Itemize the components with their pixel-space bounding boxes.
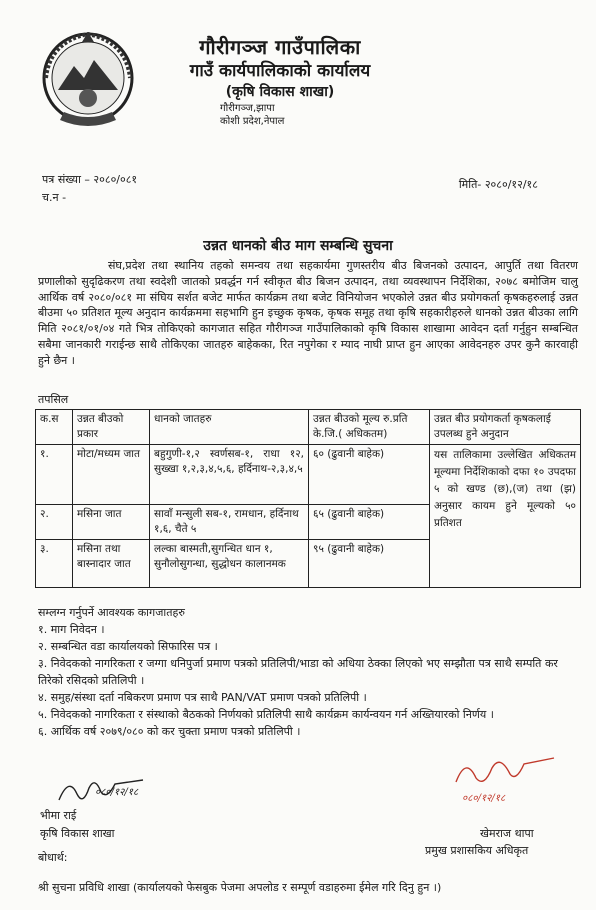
right-signatory-name: खेमराज थापा bbox=[480, 827, 534, 840]
documents-heading: सम्लग्न गर्नुपर्ने आवश्यक कागजातहरु bbox=[38, 606, 185, 619]
table-row bbox=[36, 445, 581, 505]
left-signature-date: ०८०/१२/१८ bbox=[95, 787, 139, 798]
left-signatory-office: कृषि विकास शाखा bbox=[40, 827, 115, 840]
document-item: ३. निवेदकको नागरिकता र जग्गा धनिपुर्जा प्रमाण पत्रको प्रतिलिपी/भाडा को अधिया ठेक्का लिएको भए सम्झौता पत्र साथै सम्पति कर तिरेको रसिदको प्रतिलिपी । bbox=[38, 657, 558, 687]
table-header-row bbox=[36, 410, 581, 445]
row-type: मोटा/मध्यम जात bbox=[73, 445, 150, 505]
row-price: ६० (ढुवानी बाहेक) bbox=[309, 445, 430, 505]
handwritten-signature-right bbox=[450, 748, 560, 793]
row-sn: १. bbox=[36, 445, 73, 505]
row-sn: २. bbox=[36, 505, 73, 540]
notice-body: संघ,प्रदेश तथा स्थानिय तहको समन्वय तथा सहकार्यमा गुणस्तरीय बीउ बिजनको उत्पादन, आपुर्ति तथा वितरण प्रणालीको सुदृढिकरण तथा स्वदेशी जातको प्रवर्द्धन गर्न स्वीकृत बीउ बिजन उत्पादन, तथा व्यवस्थापन निर्देशिका, २०७८ बमोजिम चालु आर्थिक वर्ष २०८०/०८१ मा संघिय सर्शत बजेट मार्फत कार्यक्रम तथा बजेट विनियोजन भएकोले उन्नत बीउ प्रयोगकर्ता कृषकहरुलाई उन्नत बीउमा ५० प्रतिशत मूल्य अनुदान कार्यक्रममा सहभागि हुन इच्छुक कृषक, कृषक समूह तथा कृषि सहकारीहरुले धानको उन्नत बीउका लागि मिति २०८१/०१/०४ गते भित्र तोकिएको कागजात सहित गौरीगञ्ज गाउँपालिकाको कृषि विकास शाखामा आवेदन दर्ता गर्नुहुन सम्बन्धित सबैमा जानकारी गराईन्छ साथै तोकिएका जातहरु बाहेकका, रित नपुगेका र म्याद नाघी प्राप्त हुन आएका आवेदनहरु उपर कुनै कारवाही हुने छैन । bbox=[38, 259, 578, 367]
header-cell: क.स bbox=[36, 410, 73, 445]
cc-text: श्री सुचना प्रविधि शाखा (कार्यालयको फेसबुक पेजमा अपलोड र सम्पूर्ण वडाहरुमा ईमेल गरि दिनु हुन ।) bbox=[38, 881, 442, 894]
schedule-label: तपसिल bbox=[38, 393, 69, 406]
notice-title: उन्नत धानको बीउ माग सम्बन्धि सुचना bbox=[203, 238, 393, 254]
right-signatory-title: प्रमुख प्रशासकिय अधिकृत bbox=[425, 844, 529, 857]
row-varieties: सावाँ मन्सुली सब-१, रामधान, हर्दिनाथ १,६, चैते ५ bbox=[150, 505, 309, 540]
header-cell: उन्नत बीउ प्रयोगकर्ता कृषकलाई उपलब्ध हुने अनुदान bbox=[430, 410, 581, 445]
row-type: मसिना तथा बास्नादार जात bbox=[73, 540, 150, 588]
variety-table bbox=[35, 409, 581, 588]
office-name: गाउँ कार्यपालिकाको कार्यालय bbox=[189, 61, 371, 81]
cc-label: बोधार्थ: bbox=[38, 851, 68, 864]
left-signatory-name: भीमा राई bbox=[40, 809, 77, 822]
row-sn: ३. bbox=[36, 540, 73, 588]
header-cell: उन्नत बीउको प्रकार bbox=[73, 410, 150, 445]
nepal-government-emblem-icon bbox=[38, 28, 138, 136]
document-item: ५. निवेदकको नागरिकता र संस्थाको बैठकको निर्णयको प्रतिलिपी साथै कार्यक्रम कार्यन्वयन गर्न अख्तियारको निर्णय । bbox=[38, 708, 494, 721]
reference-number: पत्र संख्या – २०८०/०८१ bbox=[42, 173, 138, 186]
row-price: ९५ (ढुवानी बाहेक) bbox=[309, 540, 430, 588]
municipality-name: गौरीगञ्ज गाउँपालिका bbox=[199, 35, 361, 59]
office-header bbox=[150, 34, 410, 128]
row-varieties: लल्का बास्मती,सुगन्धित धान १, सुनौलोसुगन्धा, सुद्धोधन कालानमक bbox=[150, 540, 309, 588]
document-item: २. सम्बन्धित वडा कार्यालयको सिफारिस पत्र । bbox=[38, 640, 218, 653]
office-address: गौरीगञ्ज,झापा bbox=[220, 103, 275, 114]
document-item: ६. आर्थिक वर्ष २०७९/०८० को कर चुक्ता प्रमाण पत्रको प्रतिलिपी । bbox=[38, 725, 301, 738]
right-signature-date: ०८०/१२/१८ bbox=[462, 793, 506, 804]
row-type: मसिना जात bbox=[73, 505, 150, 540]
dispatch-number: च.न - bbox=[42, 191, 67, 204]
header-cell: धानको जातहरु bbox=[150, 410, 309, 445]
office-province: कोशी प्रदेश,नेपाल bbox=[220, 116, 285, 127]
row-price: ६५ (ढुवानी बाहेक) bbox=[309, 505, 430, 540]
document-item: ४. समुह/संस्था दर्ता नबिकरण प्रमाण पत्र साथै PAN/VAT प्रमाण पत्रको प्रतिलिपी । bbox=[38, 691, 367, 704]
letter-date: मिति- २०८०/१२/१८ bbox=[458, 178, 538, 191]
header-cell: उन्नत बीउको मूल्य रु.प्रति के.जि.( अधिकतम) bbox=[309, 410, 430, 445]
required-documents bbox=[38, 604, 578, 740]
section-name: (कृषि विकास शाखा) bbox=[225, 84, 335, 100]
row-varieties: बहुगुणी-१,२ स्वर्णसब-१, राधा १२, सुख्खा १,२,३,४,५,६, हर्दिनाथ-२,३,४,५ bbox=[150, 445, 309, 505]
document-item: १. माग निवेदन । bbox=[38, 623, 105, 636]
subsidy-cell: यस तालिकामा उल्लेखित अधिकतम मूल्यमा निर्देशिकाको दफा १० उपदफा ५ को खण्ड (छ),(ज) तथा (झ) अनुसार कायम हुने मूल्यको ५० प्रतिशत bbox=[430, 445, 581, 588]
